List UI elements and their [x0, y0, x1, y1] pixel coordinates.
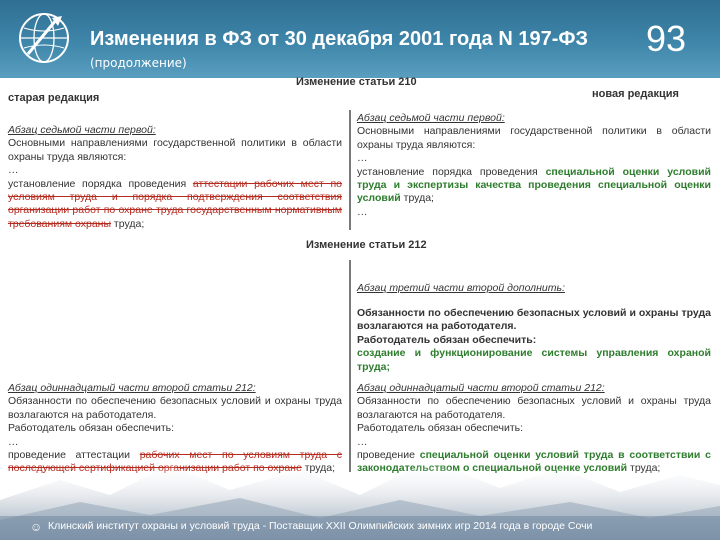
column-divider: [349, 260, 351, 384]
added-text: специальной оценки условий труда в соответствии с законодательством о специальной оценке условий: [357, 449, 711, 475]
column-divider: [349, 110, 351, 230]
clause-text: Работодатель обязан обеспечить:: [8, 422, 175, 435]
new-text-210: [357, 112, 711, 219]
clause-text: Работодатель обязан обеспечить:: [357, 422, 524, 435]
page-title: Изменения в ФЗ от 30 декабря 2001 года N 197-ФЗ: [90, 28, 588, 50]
clause-text: установление порядка проведения: [8, 177, 193, 190]
clause-text: Работодатель обязан обеспечить:: [357, 333, 537, 346]
clause-text: труда;: [301, 462, 336, 475]
section-title-212: Изменение статьи 212: [306, 239, 427, 251]
deleted-text: рабочих мест по условиям труда с последующей сертификацией организации работ по охране: [8, 449, 342, 475]
old-text-210: [8, 124, 342, 231]
ellipsis: …: [8, 164, 19, 177]
clause-heading: Абзац седьмой части первой:: [8, 124, 156, 136]
slide-header: [0, 0, 720, 78]
footer-bar: [0, 516, 720, 540]
clause-heading: Абзац одиннадцатый части второй статьи 212:: [357, 382, 605, 394]
clause-text: Основными направлениями государственной политики в области охраны труда являются:: [8, 137, 342, 163]
ellipsis: …: [8, 435, 19, 448]
clause-text: Обязанности по обеспечению безопасных условий и охраны труда возлагаются на работодателя.: [357, 307, 711, 333]
add-text-212: [357, 307, 711, 374]
footer-text: Клинский институт охраны и условий труда - Поставщик XXII Олимпийских зимних игр 2014 года в городе Сочи: [48, 520, 593, 532]
globe-logo-icon: [16, 10, 72, 66]
clause-text: установление порядка проведения: [357, 165, 546, 178]
clause-text: проведение аттестации: [8, 449, 140, 462]
clause-text: Обязанности по обеспечению безопасных условий и охраны труда возлагаются на работодателя.: [357, 395, 711, 421]
added-text: создание и функционирование системы управления охраной труда;: [357, 347, 711, 373]
clause-text: проведение: [357, 449, 420, 462]
ellipsis: …: [357, 152, 368, 165]
old-edition-label: старая редакция: [8, 92, 100, 104]
slide-number: 93: [646, 18, 687, 59]
ellipsis: …: [357, 435, 368, 448]
clause-text: труда;: [111, 217, 145, 230]
added-text: специальной оценки условий труда и экспертизы качества проведения специальной оценки условий: [357, 165, 711, 205]
olympic-rings-icon: ☺: [30, 520, 43, 534]
clause-heading: Абзац одиннадцатый части второй статьи 212:: [8, 382, 256, 394]
deleted-text: аттестации рабочих мест по условиям труда и порядка подтверждения соответствия организации работ по охране труда государственным нормативным требованиям охраны: [8, 177, 342, 230]
clause-text: Обязанности по обеспечению безопасных условий и охраны труда возлагаются на работодателя.: [8, 395, 342, 421]
section-title-210: Изменение статьи 210: [296, 76, 417, 88]
clause-heading: Абзац седьмой части первой:: [357, 112, 505, 124]
add-heading-212: [357, 282, 711, 295]
clause-heading: Абзац третий части второй дополнить:: [357, 282, 565, 294]
ellipsis: …: [357, 205, 368, 218]
clause-text: труда;: [400, 192, 434, 205]
clause-text: Основными направлениями государственной политики в области охраны труда являются:: [357, 125, 711, 151]
page-subtitle: (продолжение): [90, 56, 187, 70]
clause-text: труда;: [627, 462, 661, 475]
new-edition-label: новая редакция: [592, 88, 679, 100]
